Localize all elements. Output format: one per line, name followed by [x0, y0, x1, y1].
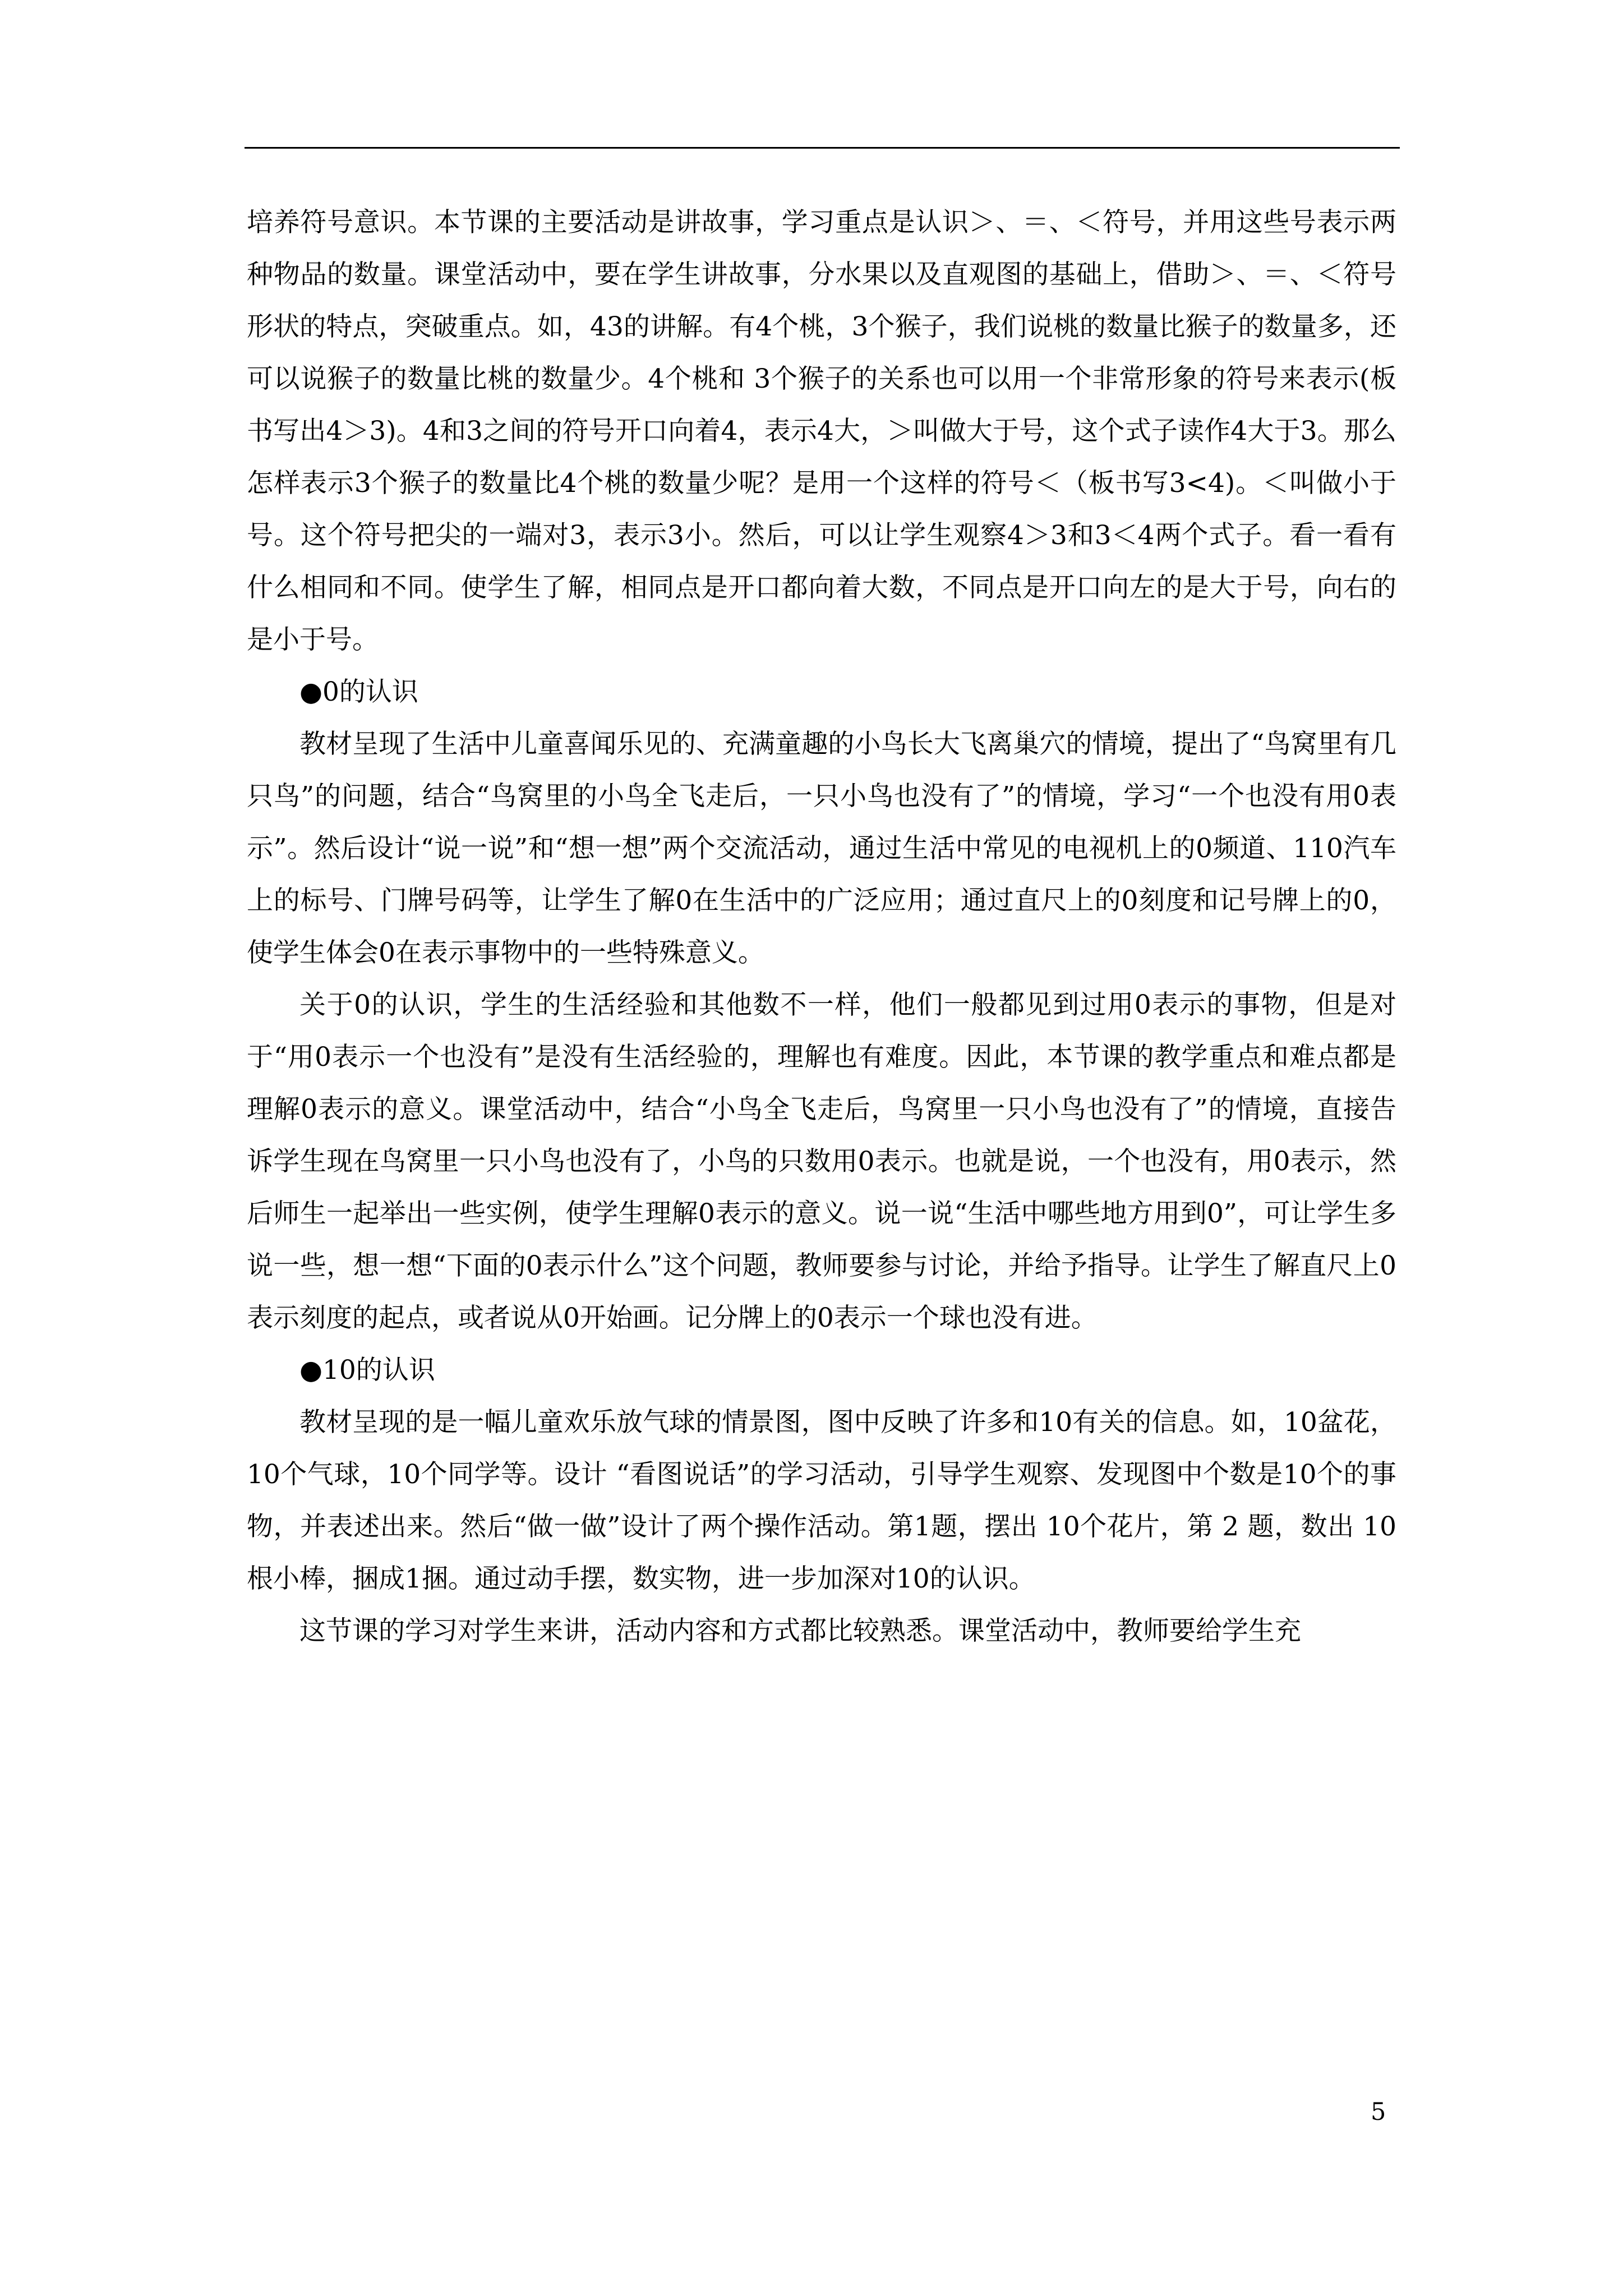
- page-number: 5: [1371, 2098, 1386, 2126]
- paragraph-continued: 培养符号意识。本节课的主要活动是讲故事，学习重点是认识＞、＝、＜符号，并用这些号表示两种物品的数量。课堂活动中，要在学生讲故事，分水果以及直观图的基础上，借助＞、＝、＜符号形状的特点，突破重点。如，43的讲解。有4个桃，3个猴子，我们说桃的数量比猴子的数量多，还可以说猴子的数量比桃的数量少。4个桃和 3个猴子的关系也可以用一个非常形象的符号来表示(板书写出4＞3)。4和3之间的符号开口向着4，表示4大，＞叫做大于号，这个式子读作4大于3。那么怎样表示3个猴子的数量比4个桃的数量少呢？是用一个这样的符号＜（板书写3<4)。＜叫做小于号。这个符号把尖的一端对3，表示3小。然后，可以让学生观察4＞3和3＜4两个式子。看一看有什么相同和不同。使学生了解，相同点是开口都向着大数，不同点是开口向左的是大于号，向右的是小于号。: [247, 207, 1396, 655]
- section-heading-ten: ●10的认识: [299, 1355, 435, 1386]
- page-body: [247, 196, 1396, 1657]
- section-heading-zero: ●0的认识: [299, 677, 418, 707]
- paragraph: 这节课的学习对学生来讲，活动内容和方式都比较熟悉。课堂活动中，教师要给学生充: [299, 1616, 1301, 1646]
- paragraph: 教材呈现了生活中儿童喜闻乐见的、充满童趣的小鸟长大飞离巢穴的情境，提出了“鸟窝里有几只鸟”的问题，结合“鸟窝里的小鸟全飞走后，一只小鸟也没有了”的情境，学习“一个也没有用0表示”。然后设计“说一说”和“想一想”两个交流活动，通过生活中常见的电视机上的0频道、110汽车上的标号、门牌号码等，让学生了解0在生活中的广泛应用；通过直尺上的0刻度和记号牌上的0，使学生体会0在表示事物中的一些特殊意义。: [247, 729, 1396, 968]
- header-rule: [245, 147, 1400, 149]
- paragraph: 关于0的认识，学生的生活经验和其他数不一样，他们一般都见到过用0表示的事物，但是对于“用0表示一个也没有”是没有生活经验的，理解也有难度。因此，本节课的教学重点和难点都是理解0表示的意义。课堂活动中，结合“小鸟全飞走后，鸟窝里一只小鸟也没有了”的情境，直接告诉学生现在鸟窝里一只小鸟也没有了，小鸟的只数用0表示。也就是说，一个也没有，用0表示，然后师生一起举出一些实例，使学生理解0表示的意义。说一说“生活中哪些地方用到0”，可让学生多说一些，想一想“下面的0表示什么”这个问题，教师要参与讨论，并给予指导。让学生了解直尺上0表示刻度的起点，或者说从0开始画。记分牌上的0表示一个球也没有进。: [247, 990, 1396, 1333]
- paragraph: 教材呈现的是一幅儿童欢乐放气球的情景图，图中反映了许多和10有关的信息。如，10盆花，10个气球，10个同学等。设计 “看图说话”的学习活动，引导学生观察、发现图中个数是10个的事物，并表述出来。然后“做一做”设计了两个操作活动。第1题，摆出 10个花片，第 2 题，数出 10根小棒，捆成1捆。通过动手摆，数实物，进一步加深对10的认识。: [247, 1407, 1396, 1594]
